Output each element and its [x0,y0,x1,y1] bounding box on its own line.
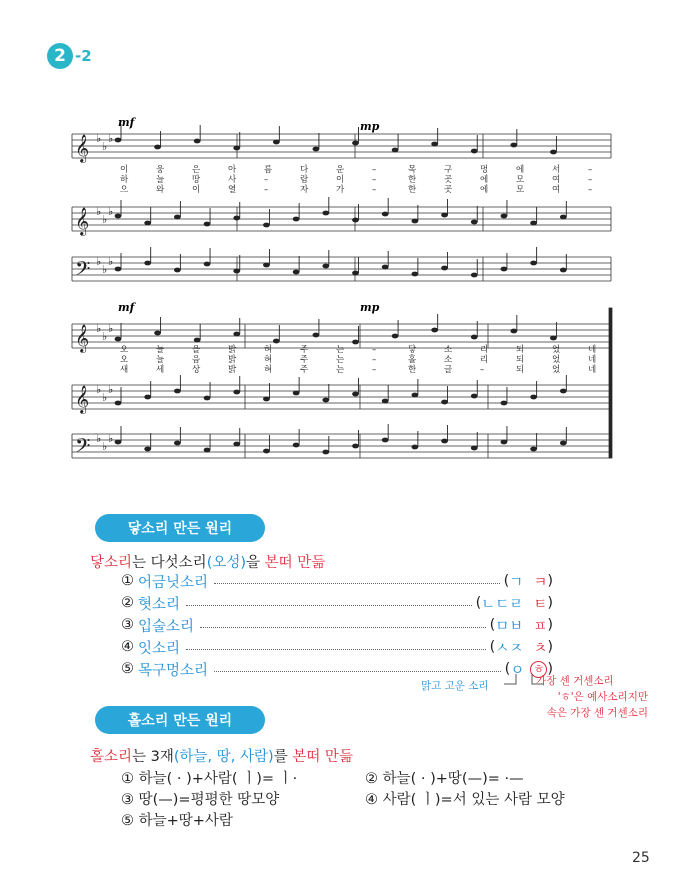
note-head [471,149,478,154]
note-head [411,219,418,224]
note-head [471,335,478,340]
note-head [233,442,240,447]
lyrics-system-1 [120,164,592,195]
moeum-item: ① 하늘( · )+사람( ㅣ)= ㅣ· [121,771,298,787]
clef-symbol: 𝄢 [75,257,91,285]
jaeum-term: 닿소리 [90,555,133,571]
note-head [115,138,122,143]
lyric-syllable: 었 [552,365,561,375]
note-head [144,261,151,266]
lyric-syllable: 으 [120,185,129,195]
note-head [273,140,280,145]
lyric-syllable: 소 [444,345,453,355]
note-head [174,441,181,446]
light-consonants: ㅅㅈ [495,640,524,657]
lyric-syllable: 열 [228,185,237,195]
flat-symbol: ♭ [102,440,108,453]
note-head [233,390,240,395]
note-head [471,394,478,399]
lyric-syllable: 에 [516,165,525,175]
note-head [441,213,448,218]
strong-consonant: ㅍ [533,618,548,635]
note-head [115,337,122,342]
moeum-intro-paren: (하늘, 땅, 사람) [173,749,274,765]
lyric-syllable: 한 [408,365,417,375]
lyric-syllable: 되 [516,345,525,355]
lyric-syllable: 늘 [156,355,165,365]
lyric-syllable: – [264,185,269,195]
lyric-syllable: 리 [480,345,489,355]
light-consonants: ㄴㄷㄹ [481,596,524,613]
clef-symbol: 𝄞 [75,385,90,413]
clef-symbol: 𝄢 [75,434,91,462]
moeum-intro-end: 본떠 만듦 [292,749,353,765]
lyric-syllable: 운 [336,165,345,175]
lyric-syllable: 혀 [264,345,273,355]
note-head [501,401,508,406]
lyric-syllable: 모 [516,175,525,185]
lyric-syllable: 밝 [228,365,237,375]
paren-close: ) [547,595,553,611]
jaeum-intro-end: 본떠 만듦 [264,555,326,571]
jaeum-intro-text: 는 다섯소리 [132,555,207,571]
lyric-syllable: – [372,185,377,195]
light-consonants: ㅇ [510,662,525,679]
note-head [471,446,478,451]
paren-open: ( [475,595,482,611]
note-head [144,395,151,400]
note-head [194,338,201,343]
note-head [174,389,181,394]
lyric-syllable: 한 [408,185,417,195]
section-number: 2 [54,46,66,66]
strong-consonant: ㅊ [533,640,548,657]
note-head [550,150,557,155]
lyric-syllable: 리 [480,355,489,365]
lyric-syllable: – [480,365,485,375]
lyric-syllable: 되 [516,365,525,375]
paren-close: ) [547,639,553,655]
lyric-syllable: 서 [552,165,561,175]
paren-open: ( [504,661,511,677]
lyric-syllable: 여 [552,175,561,185]
lyric-syllable: 늘 [156,345,165,355]
jaeum-item [121,593,553,613]
note-strong-1: 가장 센 거센소리 [536,675,614,687]
item-label: 어금닛소리 [138,574,209,591]
lyric-syllable: 웅 [156,165,165,175]
flat-symbol: ♭ [102,391,108,404]
note-head [510,143,517,148]
note-head [174,215,181,220]
lyric-syllable: 는 [336,345,345,355]
lyric-syllable: 곳 [444,185,453,195]
note-head [441,439,448,444]
jaeum-intro-text-2: 을 [246,555,265,571]
note-head [115,401,122,406]
dynamic-mp-2: mp [360,301,380,314]
lyric-syllable: – [588,175,593,185]
strong-consonant: ㅋ [533,574,548,591]
moeum-item: ④ 사람( ㅣ)=서 있는 사람 모양 [365,792,565,808]
note-head [263,223,270,228]
lyric-syllable: 주 [300,365,309,375]
flat-symbol: ♭ [102,140,108,153]
note-head [204,396,211,401]
flat-symbol: ♭ [108,132,114,145]
note-head [115,267,122,272]
moeum-section-title: 홀소리 만든 원리 [95,706,265,734]
lyric-syllable: 늘 [156,175,165,185]
note-head [144,221,151,226]
lyric-syllable: 에 [480,175,489,185]
note-head [144,447,151,452]
lyric-syllable: 자 [300,185,309,195]
jaeum-item [121,571,553,591]
paren-close: ) [547,617,553,633]
music-notes [75,124,567,462]
note-head [530,261,537,266]
lyric-syllable: – [264,175,269,185]
lyric-syllable: 땅 [192,175,201,185]
item-number: ④ [121,639,134,655]
item-label: 입술소리 [138,618,195,635]
note-head [501,214,508,219]
note-head [233,332,240,337]
note-head [431,142,438,147]
note-head [293,217,300,222]
note-head [174,268,181,273]
jaeum-item [121,615,553,635]
light-consonants: ㅁㅂ [495,618,524,635]
lyric-syllable: 홀 [408,355,417,365]
lyric-syllable: 여 [552,185,561,195]
dotted-leader [186,605,472,606]
note-head [352,218,359,223]
flat-symbol: ♭ [96,132,102,145]
dotted-leader [200,627,486,628]
note-head [392,148,399,153]
moeum-intro-text-2: 를 [273,749,293,765]
lyric-syllable: 이 [120,165,129,175]
section-number-badge [47,43,73,69]
lyric-syllable: – [372,175,377,185]
lyrics-system-2 [120,344,596,375]
flat-symbol: ♭ [102,213,108,226]
note-head [204,262,211,267]
lyric-syllable: 람 [300,175,309,185]
paren-close: ) [547,573,553,589]
lyric-syllable: 다 [300,165,309,175]
lyric-syllable: 네 [588,355,597,365]
note-head [501,440,508,445]
note-head [293,270,300,275]
note-head [501,267,508,272]
lyric-syllable: – [372,365,377,375]
note-head [352,141,359,146]
note-head [352,444,359,449]
note-head [293,443,300,448]
note-head [471,273,478,278]
note-head [352,392,359,397]
note-head [530,447,537,452]
lyric-syllable: 주 [300,355,309,365]
lyric-syllable: 을 [192,345,201,355]
note-head [115,214,122,219]
jaeum-item [121,637,553,657]
note-head [313,333,320,338]
flat-symbol: ♭ [108,205,114,218]
paren-close: ) [547,661,553,677]
lyric-syllable: 는 [336,365,345,375]
item-number: ② [121,595,134,611]
note-head [263,263,270,268]
note-head [471,220,478,225]
lyric-syllable: 는 [336,355,345,365]
dynamic-mf-1: mf [118,116,135,129]
lyric-syllable: 음 [192,355,201,365]
lyric-syllable: 곳 [444,175,453,185]
light-consonants: ㄱ [509,574,524,591]
jaeum-intro [90,551,325,572]
note-head [411,445,418,450]
lyric-syllable: 혀 [264,365,273,375]
note-head [382,265,389,270]
dynamic-mf-2: mf [118,301,135,314]
lyric-syllable: 었 [552,355,561,365]
lyric-syllable: 에 [480,185,489,195]
moeum-item: ⑤ 하늘+땅+사람 [121,813,233,829]
lyric-syllable: 닿 [408,345,417,355]
note-head [263,397,270,402]
strong-consonant-circled: ㅎ [530,661,547,678]
flat-symbol: ♭ [96,383,102,396]
note-head [154,331,161,336]
note-head [382,399,389,404]
lyric-syllable: 밝 [228,355,237,365]
note-head [273,339,280,344]
lyric-syllable: 은 [192,165,201,175]
jaeum-intro-paren: (오성) [206,555,247,571]
clef-symbol: 𝄞 [75,134,90,162]
flat-symbol: ♭ [108,255,114,268]
note-head [550,336,557,341]
item-label: 목구멍소리 [138,662,209,679]
moeum-item: ③ 땅(—)=평평한 땅모양 [121,792,280,808]
flat-symbol: ♭ [96,322,102,335]
note-light-sounds: 맑고 고운 소리 [421,680,489,692]
flat-symbol: ♭ [96,205,102,218]
lyric-syllable: – [588,165,593,175]
lyric-syllable: 소 [444,355,453,365]
note-head [392,334,399,339]
note-head [530,395,537,400]
section-subnumber: -2 [75,47,92,65]
lyric-syllable: 주 [300,345,309,355]
note-head [322,450,329,455]
paren-open: ( [489,639,496,655]
lyric-syllable: – [372,355,377,365]
clef-symbol: 𝄞 [75,207,90,235]
note-head [510,329,517,334]
note-head [263,449,270,454]
lyric-syllable: 이 [192,185,201,195]
final-barline [609,308,612,458]
lyric-syllable: 이 [336,175,345,185]
note-head [560,441,567,446]
lyric-syllable: 사 [228,175,237,185]
note-head [204,222,211,227]
lyric-syllable: 되 [516,355,525,365]
item-number: ⑤ [121,661,134,677]
moeum-term: 홀소리 [90,749,133,765]
note-head [204,448,211,453]
strong-consonant: ㅌ [533,596,548,613]
paren-open: ( [489,617,496,633]
lyric-syllable: 구 [444,165,453,175]
lyric-syllable: – [588,185,593,195]
lyric-syllable: 네 [588,345,597,355]
clef-symbol: 𝄞 [75,324,90,352]
lyric-syllable: 한 [408,175,417,185]
moeum-intro-text: 는 3재 [132,749,174,765]
note-head [411,393,418,398]
lyric-syllable: 아 [228,165,237,175]
note-head [382,212,389,217]
note-head [322,398,329,403]
lyric-syllable: – [372,345,377,355]
note-head [411,272,418,277]
note-head [560,215,567,220]
note-head [194,139,201,144]
note-head [382,438,389,443]
note-head [313,147,320,152]
lyric-syllable: 모 [516,185,525,195]
item-number: ③ [121,617,134,633]
note-head [233,216,240,221]
lyric-syllable: 가 [336,185,345,195]
note-head [352,340,359,345]
lyric-syllable: 었 [552,345,561,355]
note-head [293,391,300,396]
note-head [322,264,329,269]
lyric-syllable: 멍 [480,165,489,175]
lyric-syllable: 새 [120,365,129,375]
paren-open: ( [503,573,510,589]
lyric-syllable: 세 [156,365,165,375]
flat-symbol: ♭ [96,255,102,268]
lyric-syllable: 하 [120,175,129,185]
note-head [233,146,240,151]
item-label: 혓소리 [138,596,181,613]
flat-symbol: ♭ [108,322,114,335]
note-head [352,271,359,276]
note-head [431,328,438,333]
item-number: ① [121,573,134,589]
note-head [560,389,567,394]
flat-symbol: ♭ [108,432,114,445]
note-head [441,400,448,405]
lyric-syllable: 오 [120,345,129,355]
lyric-syllable: 글 [444,365,453,375]
jaeum-section-title: 닿소리 만든 원리 [95,514,265,542]
moeum-intro [90,745,353,766]
lyric-syllable: 와 [156,185,165,195]
lyric-syllable: 목 [408,165,417,175]
page-number: 25 [632,850,650,866]
dotted-leader [214,583,500,584]
lyric-syllable: 오 [120,355,129,365]
dotted-leader [214,671,501,672]
sheet-music [70,112,615,472]
note-strong-3: 속은 가장 센 거센소리 [546,707,648,719]
lyric-syllable: – [372,165,377,175]
lyric-syllable: 밝 [228,345,237,355]
note-head [530,221,537,226]
flat-symbol: ♭ [102,263,108,276]
lyric-syllable: 혀 [264,355,273,365]
lyric-syllable: 름 [264,165,273,175]
dotted-leader [186,649,486,650]
flat-symbol: ♭ [108,383,114,396]
note-head [322,211,329,216]
lyric-syllable: 상 [192,365,201,375]
jaeum-item [121,659,553,679]
note-head [233,269,240,274]
dynamic-mp-1: mp [360,120,380,133]
note-head [115,440,122,445]
lyric-syllable: 네 [588,365,597,375]
note-head [154,145,161,150]
flat-symbol: ♭ [96,432,102,445]
note-strong-2: 'ㅎ'은 예사소리지만 [557,691,648,703]
item-label: 잇소리 [138,640,181,657]
note-head [441,266,448,271]
flat-symbol: ♭ [102,330,108,343]
moeum-item: ② 하늘( · )+땅(—)= ·— [365,771,524,787]
note-head [560,268,567,273]
